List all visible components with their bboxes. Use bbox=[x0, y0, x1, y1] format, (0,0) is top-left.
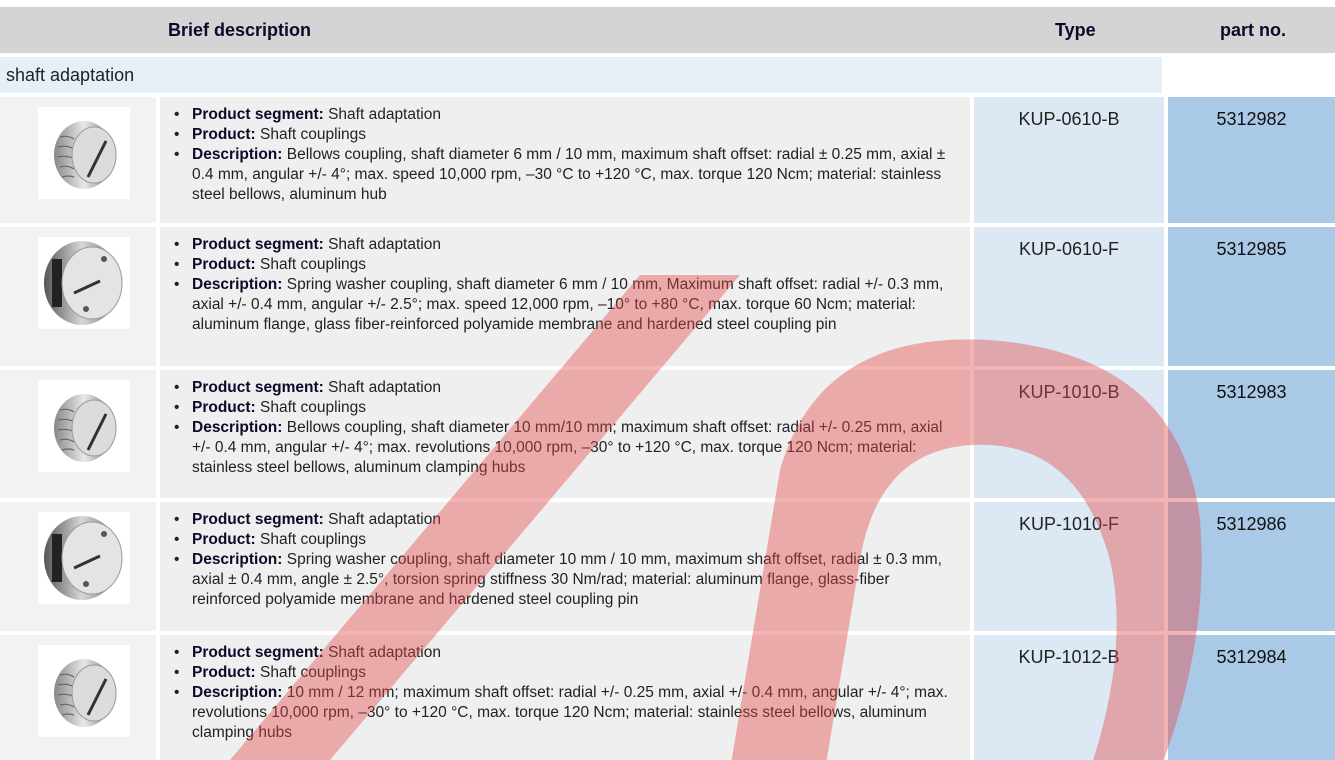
description-value: Spring washer coupling, shaft diameter 10 mm / 10 mm, maximum shaft offset, radial ± 0.3 mm, axial ± 0.4 mm, angle ± 2.5°, torsion spring stiffness 30 Nm/rad; material: aluminum flange, glass-fiber reinforced polyamide membrane and hardened steel coupling pin bbox=[192, 551, 942, 608]
section-title: shaft adaptation bbox=[6, 65, 135, 85]
description-cell bbox=[160, 370, 970, 498]
segment-item bbox=[190, 235, 950, 255]
image-cell bbox=[0, 97, 156, 223]
description-item bbox=[190, 550, 950, 610]
part-no-cell: 5312984 bbox=[1168, 635, 1335, 760]
description-item bbox=[190, 275, 950, 335]
product-item bbox=[190, 398, 950, 418]
segment-value: Shaft adaptation bbox=[328, 644, 441, 661]
description-value: Bellows coupling, shaft diameter 10 mm/10 mm; maximum shaft offset: radial +/- 0.25 mm, axial +/- 0.4 mm, angular +/- 4°; max. revolutions 10,000 rpm, –30° to +120 °C, max. torque 120 Ncm; material: stainless steel bellows, aluminum clamping hubs bbox=[192, 419, 943, 476]
product-label: Product: bbox=[192, 126, 256, 143]
coupling-image bbox=[38, 107, 130, 199]
coupling-image bbox=[38, 645, 130, 737]
segment-value: Shaft adaptation bbox=[328, 106, 441, 123]
description-item bbox=[190, 683, 950, 743]
image-cell bbox=[0, 227, 156, 366]
section-header bbox=[0, 57, 1162, 93]
table-row bbox=[0, 97, 1335, 223]
product-value: Shaft couplings bbox=[260, 664, 367, 681]
image-cell bbox=[0, 635, 156, 760]
description-item bbox=[190, 418, 950, 478]
part-no-cell: 5312983 bbox=[1168, 370, 1335, 498]
part-no-cell: 5312982 bbox=[1168, 97, 1335, 223]
product-value: Shaft couplings bbox=[260, 126, 367, 143]
table-row bbox=[0, 370, 1335, 498]
description-cell bbox=[160, 635, 970, 760]
description-label: Description: bbox=[192, 684, 283, 701]
description-label: Description: bbox=[192, 419, 283, 436]
product-label: Product: bbox=[192, 256, 256, 273]
segment-item bbox=[190, 105, 950, 125]
type-cell: KUP-1010-B bbox=[974, 370, 1164, 498]
header-part-no: part no. bbox=[1220, 20, 1286, 40]
type-cell: KUP-1012-B bbox=[974, 635, 1164, 760]
segment-value: Shaft adaptation bbox=[328, 379, 441, 396]
description-label: Description: bbox=[192, 146, 283, 163]
product-value: Shaft couplings bbox=[260, 531, 367, 548]
product-item bbox=[190, 663, 950, 683]
description-cell bbox=[160, 502, 970, 631]
table-row bbox=[0, 635, 1335, 760]
description-label: Description: bbox=[192, 551, 283, 568]
image-cell bbox=[0, 370, 156, 498]
header-type: Type bbox=[1055, 20, 1096, 40]
segment-label: Product segment: bbox=[192, 644, 324, 661]
product-item bbox=[190, 255, 950, 275]
header-description: Brief description bbox=[168, 20, 312, 40]
product-label: Product: bbox=[192, 531, 256, 548]
description-cell bbox=[160, 227, 970, 366]
segment-label: Product segment: bbox=[192, 236, 324, 253]
product-label: Product: bbox=[192, 399, 256, 416]
segment-item bbox=[190, 378, 950, 398]
type-cell: KUP-0610-B bbox=[974, 97, 1164, 223]
segment-label: Product segment: bbox=[192, 511, 324, 528]
product-item bbox=[190, 530, 950, 550]
segment-label: Product segment: bbox=[192, 106, 324, 123]
part-no-cell: 5312986 bbox=[1168, 502, 1335, 631]
type-cell: KUP-0610-F bbox=[974, 227, 1164, 366]
table-header bbox=[0, 7, 1335, 53]
description-label: Description: bbox=[192, 276, 283, 293]
part-no-cell: 5312985 bbox=[1168, 227, 1335, 366]
segment-value: Shaft adaptation bbox=[328, 511, 441, 528]
coupling-image bbox=[38, 380, 130, 472]
image-cell bbox=[0, 502, 156, 631]
description-value: 10 mm / 12 mm; maximum shaft offset: radial +/- 0.25 mm, axial +/- 0.4 mm, angular +/- 4°; max. revolutions 10,000 rpm, –30° to +120 °C, max. torque 120 Ncm; material: stainless steel bellows, aluminum clamping hubs bbox=[192, 684, 948, 741]
description-value: Bellows coupling, shaft diameter 6 mm / 10 mm, maximum shaft offset: radial ± 0.25 mm, axial ± 0.4 mm, angular +/- 4°; max. speed 10,000 rpm, –30 °C to +120 °C, max. torque 120 Ncm; material: stainless steel bellows, aluminum hub bbox=[192, 146, 946, 203]
coupling-image bbox=[38, 237, 130, 329]
type-cell: KUP-1010-F bbox=[974, 502, 1164, 631]
table-row bbox=[0, 227, 1335, 366]
description-value: Spring washer coupling, shaft diameter 6 mm / 10 mm, Maximum shaft offset: radial +/- 0.3 mm, axial +/- 0.4 mm, angular +/- 2.5°; max. speed 12,000 rpm, –10° to +80 °C, max. torque 60 Ncm; material: aluminum flange, glass fiber-reinforced polyamide membrane and hardened steel coupling pin bbox=[192, 276, 944, 333]
segment-label: Product segment: bbox=[192, 379, 324, 396]
product-value: Shaft couplings bbox=[260, 256, 367, 273]
coupling-image bbox=[38, 512, 130, 604]
product-label: Product: bbox=[192, 664, 256, 681]
table-row bbox=[0, 502, 1335, 631]
segment-item bbox=[190, 643, 950, 663]
product-item bbox=[190, 125, 950, 145]
description-cell bbox=[160, 97, 970, 223]
segment-item bbox=[190, 510, 950, 530]
product-value: Shaft couplings bbox=[260, 399, 367, 416]
description-item bbox=[190, 145, 950, 205]
segment-value: Shaft adaptation bbox=[328, 236, 441, 253]
